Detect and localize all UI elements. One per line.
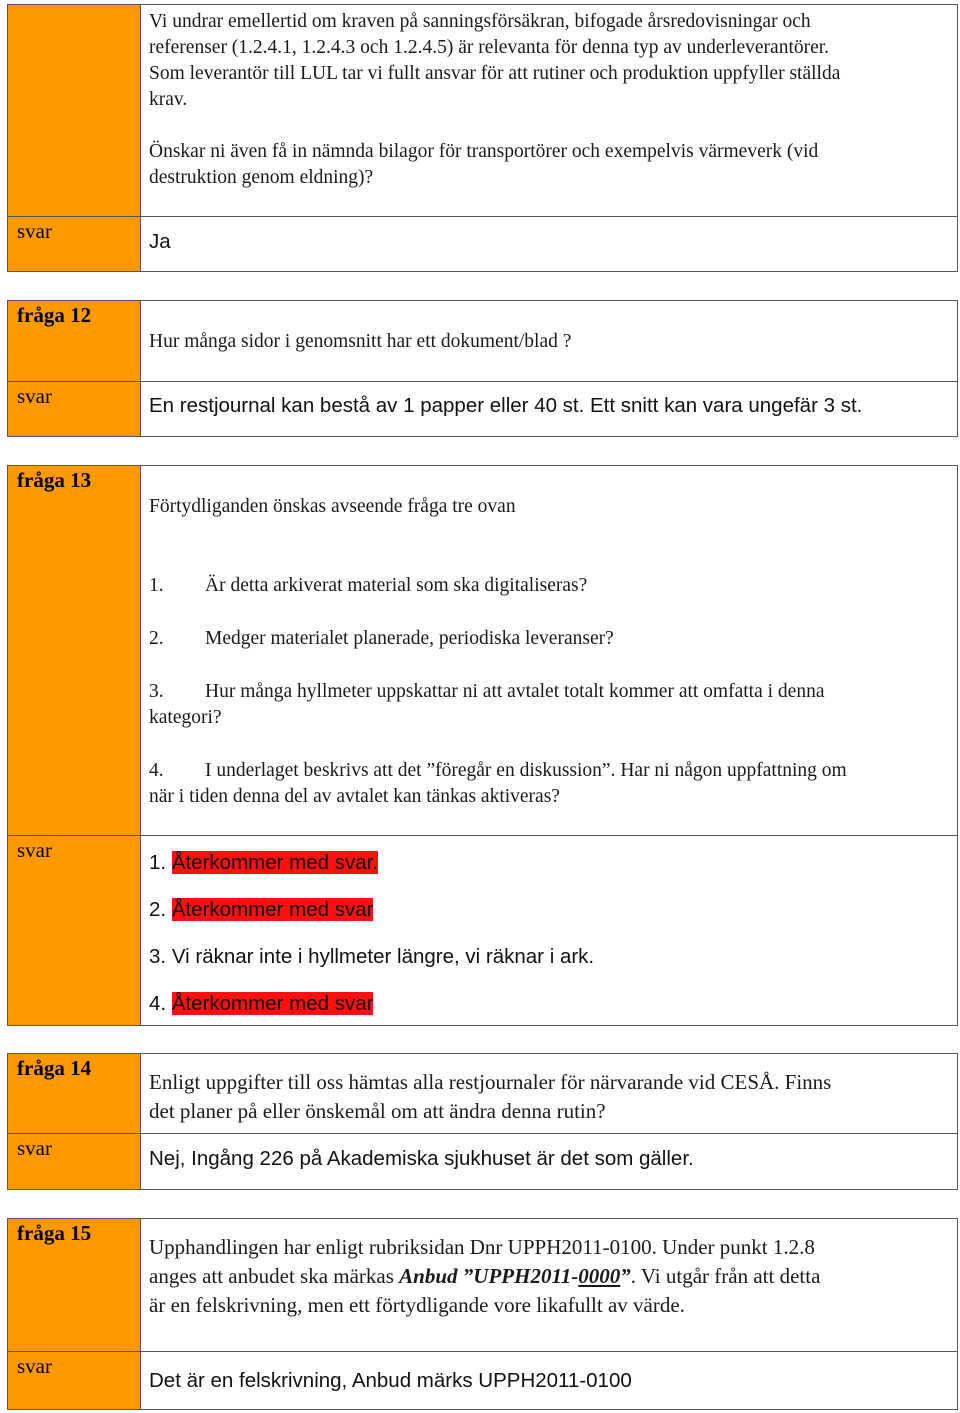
list-text: I underlaget beskrivs att det ”föregår en diskussion”. Har ni någon uppfattning om (205, 760, 847, 781)
reference-prefix: Anbud ”UPPH2011- (399, 1264, 579, 1288)
list-text: Är detta arkiverat material som ska digitaliseras? (205, 575, 588, 596)
question-cell (141, 1054, 958, 1134)
qa-block-11 (7, 4, 958, 272)
question-text-line: krav. (149, 89, 188, 110)
answer-label: svar (17, 838, 52, 862)
question-number: fråga 15 (17, 1221, 92, 1245)
question-cell (141, 5, 958, 217)
list-item (141, 573, 957, 599)
answer-label-cell (8, 1352, 141, 1410)
answer-label: svar (17, 384, 52, 408)
answer-item (141, 897, 957, 923)
question-number: fråga 13 (17, 468, 92, 492)
qa-block-14 (7, 1053, 958, 1190)
answer-number: 1. (149, 851, 167, 874)
answer-cell (141, 1134, 958, 1190)
answer-text: Vi räknar inte i hyllmeter längre, vi räknar i ark. (171, 945, 595, 968)
list-number: 1. (149, 575, 164, 596)
qa-block-12 (7, 300, 958, 437)
question-text: Hur många sidor i genomsnitt har ett dokument/blad ? (149, 331, 572, 352)
answer-item (141, 850, 957, 876)
question-text: . Vi utgår från att detta (630, 1264, 821, 1288)
reference-emphasis (399, 1264, 631, 1288)
answer-text: Ja (149, 230, 171, 253)
answer-text: Det är en felskrivning, Anbud märks UPPH2011-0100 (149, 1369, 632, 1392)
answer-cell (141, 836, 958, 1026)
list-item (141, 626, 957, 652)
list-item (141, 679, 957, 705)
question-cell (141, 466, 958, 836)
question-label-cell (8, 301, 141, 382)
answer-label-cell (8, 382, 141, 437)
question-text-line: Upphandlingen har enligt rubriksidan Dnr UPPH2011-0100. Under punkt 1.2.8 (149, 1235, 815, 1259)
answer-text: Nej, Ingång 226 på Akademiska sjukhuset är det som gäller. (149, 1147, 694, 1170)
question-cell (141, 301, 958, 382)
question-label-cell (8, 466, 141, 836)
question-text-line: Som leverantör till LUL tar vi fullt ansvar för att rutiner och produktion uppfyller ställda (149, 63, 841, 84)
question-text-line: Vi undrar emellertid om kraven på sanningsförsäkran, bifogade årsredovisningar och (149, 11, 811, 32)
question-text: anges att anbudet ska märkas (149, 1264, 400, 1288)
question-cell (141, 1219, 958, 1352)
question-number: fråga 12 (17, 303, 92, 327)
answer-number: 2. (149, 898, 167, 921)
question-label-cell (8, 1054, 141, 1134)
answer-cell (141, 217, 958, 272)
list-item-continued: kategori? (149, 707, 222, 728)
list-item (141, 758, 957, 784)
list-text: Hur många hyllmeter uppskattar ni att avtalet totalt kommer att omfatta i denna (205, 681, 825, 702)
reference-quote: ” (620, 1264, 631, 1288)
question-text-line (141, 1262, 957, 1291)
answer-label: svar (17, 1136, 52, 1160)
answer-number: 3. (149, 945, 167, 968)
answer-label-cell (8, 217, 141, 272)
answer-cell (141, 382, 958, 437)
qa-block-15 (7, 1218, 958, 1410)
answer-highlight: Återkommer med svar (171, 992, 374, 1015)
answer-label-cell (8, 1134, 141, 1190)
answer-label-cell (8, 836, 141, 1026)
question-text-line: Enligt uppgifter till oss hämtas alla restjournaler för närvarande vid CESÅ. Finns (149, 1070, 832, 1094)
list-item-continued: när i tiden denna del av avtalet kan tänkas aktiveras? (149, 786, 560, 807)
list-number: 3. (149, 681, 164, 702)
question-intro: Förtydliganden önskas avseende fråga tre ovan (149, 496, 516, 517)
list-number: 2. (149, 628, 164, 649)
reference-underlined: 0000 (578, 1264, 621, 1288)
answer-item (141, 991, 957, 1017)
question-text-line: det planer på eller önskemål om att ändra denna rutin? (149, 1099, 606, 1123)
answer-text: En restjournal kan bestå av 1 papper eller 40 st. Ett snitt kan vara ungefär 3 st. (149, 394, 863, 417)
question-text-line: är en felskrivning, men ett förtydligande vore likafullt av värde. (149, 1293, 685, 1317)
answer-item (141, 944, 957, 970)
answer-label: svar (17, 1354, 52, 1378)
qa-block-13 (7, 465, 958, 1026)
answer-label: svar (17, 219, 52, 243)
answer-number: 4. (149, 992, 167, 1015)
list-number: 4. (149, 760, 164, 781)
answer-cell (141, 1352, 958, 1410)
answer-highlight: Återkommer med svar (171, 898, 374, 921)
question-number: fråga 14 (17, 1056, 92, 1080)
question-text-line: Önskar ni även få in nämnda bilagor för transportörer och exempelvis värmeverk (vid (149, 141, 819, 162)
question-label-cell (8, 1219, 141, 1352)
answer-highlight: Återkommer med svar. (171, 851, 379, 874)
label-cell (8, 5, 141, 217)
question-text-line: referenser (1.2.4.1, 1.2.4.3 och 1.2.4.5) är relevanta för denna typ av underleverantörer. (149, 37, 830, 58)
question-text-line: destruktion genom eldning)? (149, 167, 374, 188)
list-text: Medger materialet planerade, periodiska leveranser? (205, 628, 614, 649)
